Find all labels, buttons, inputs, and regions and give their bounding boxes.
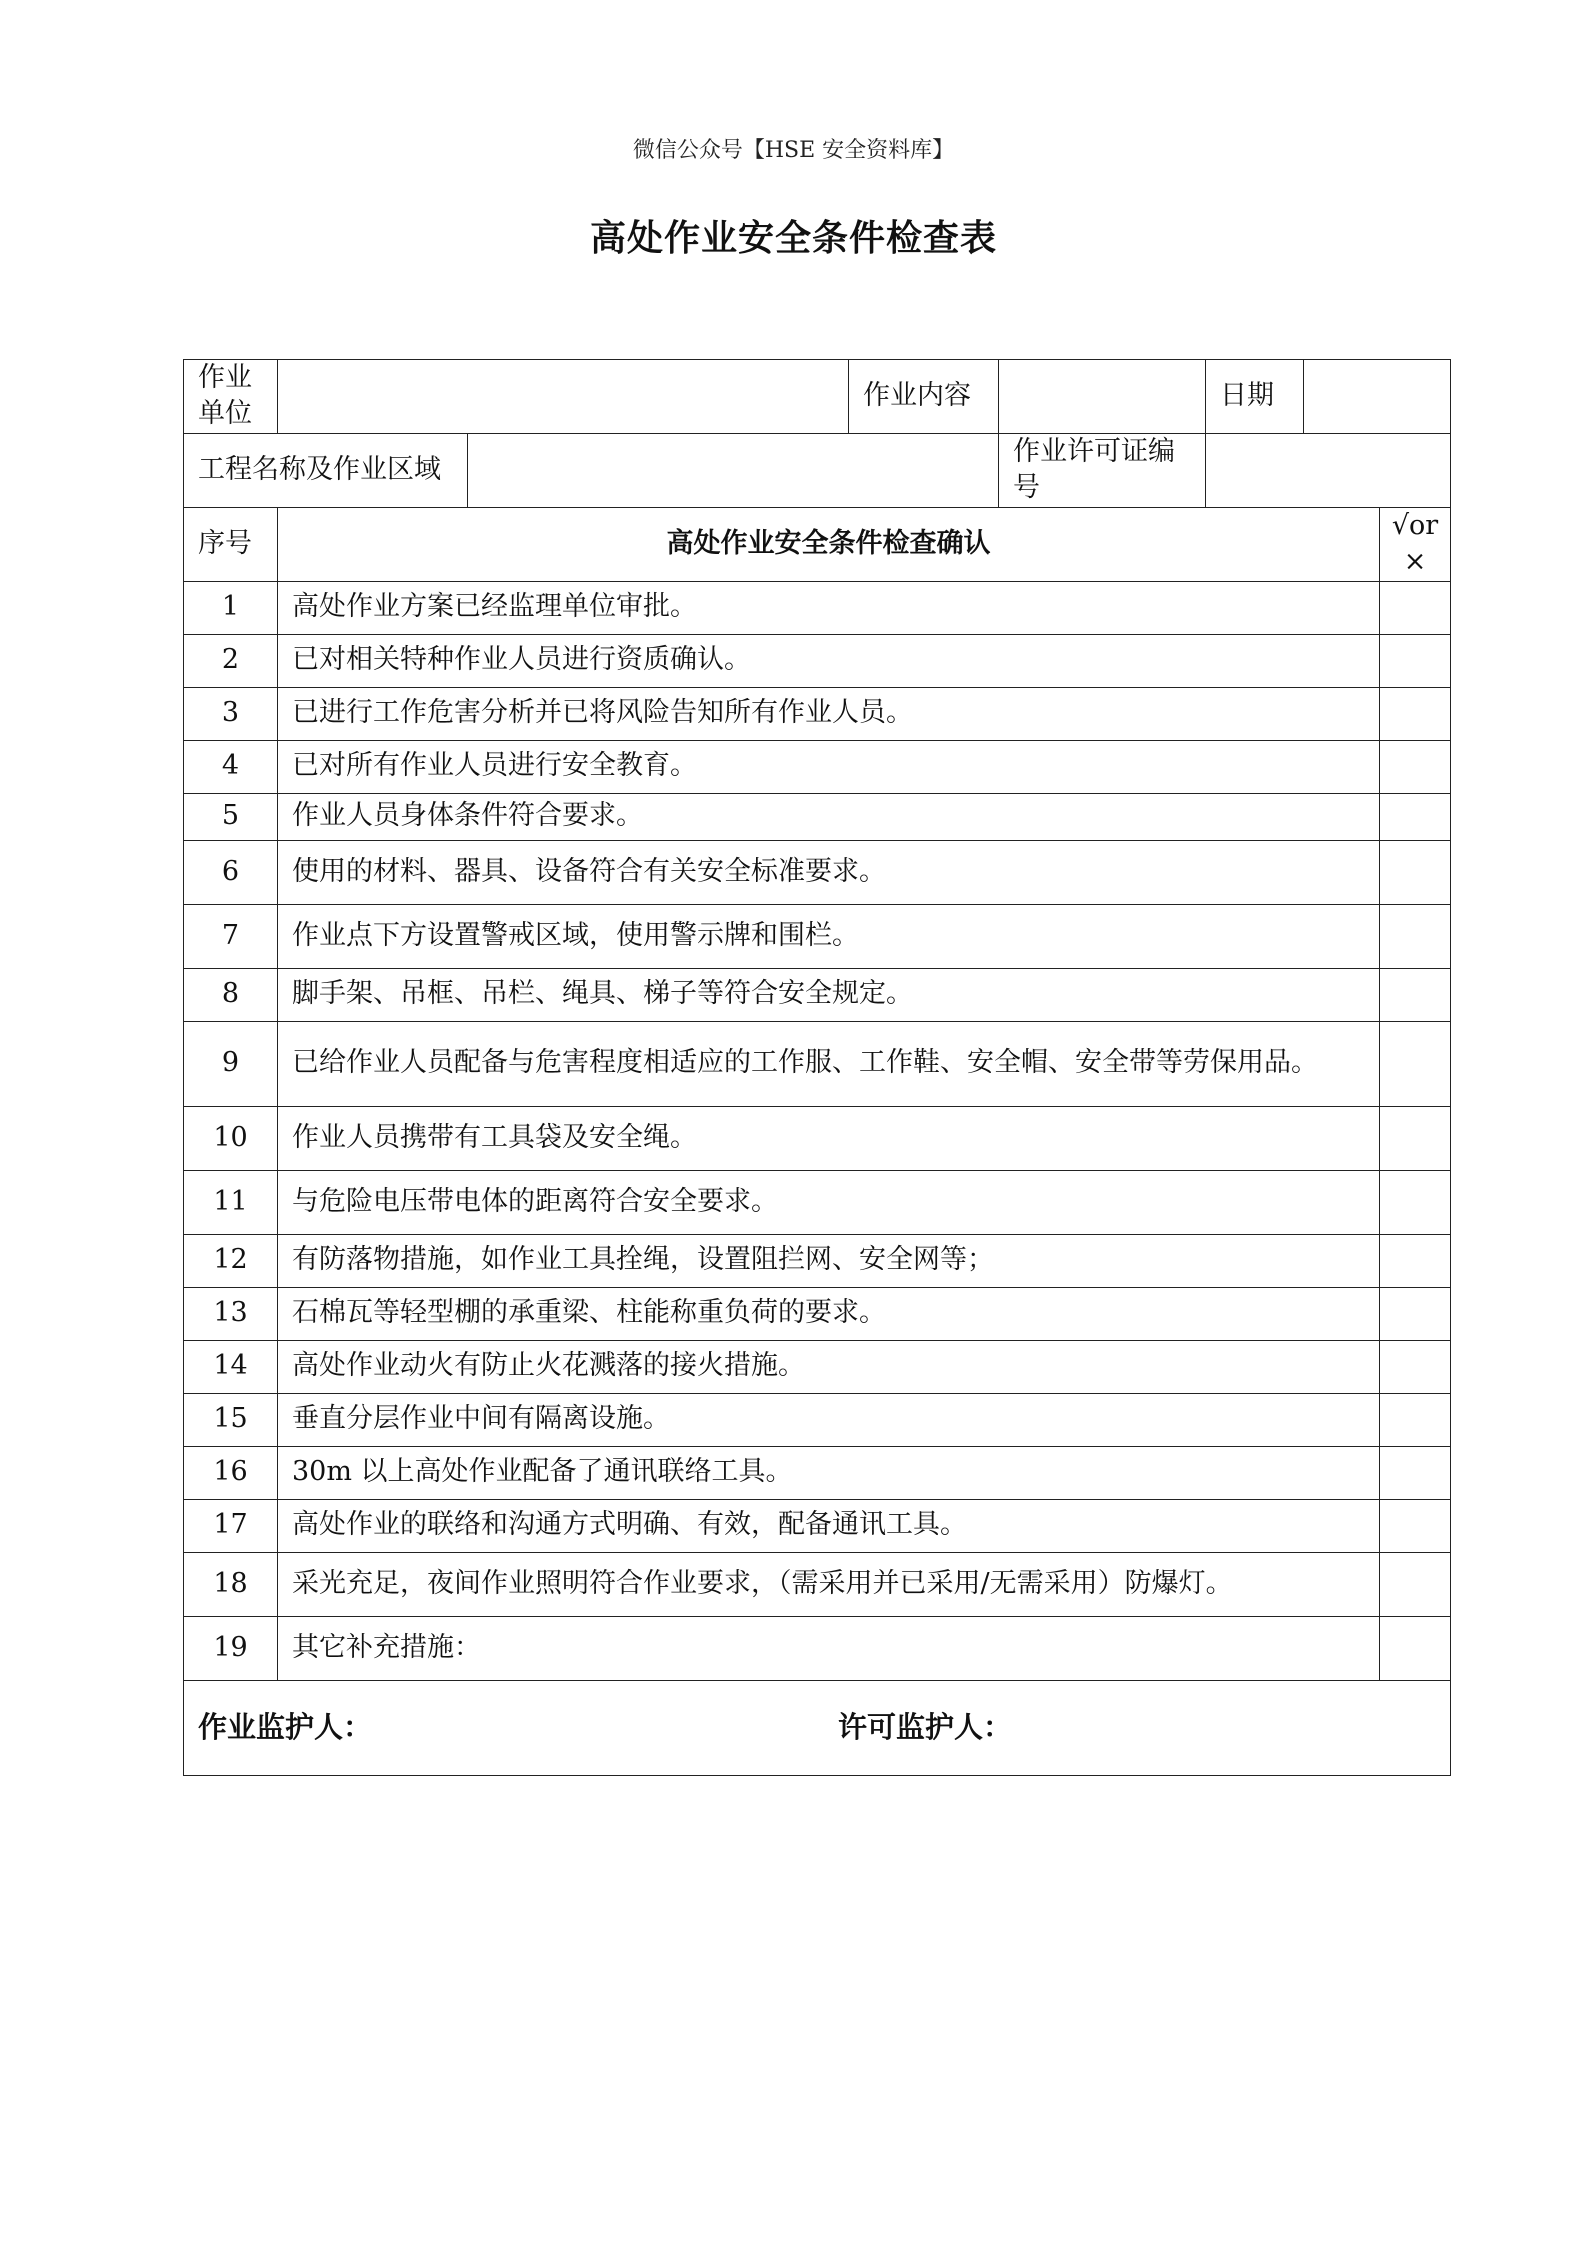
check-cell[interactable] [1380,1287,1451,1340]
item-text: 使用的材料、器具、设备符合有关安全标准要求。 [278,840,1380,904]
item-number: 1 [184,581,278,634]
check-cell[interactable] [1380,687,1451,740]
check-header: √or × [1380,507,1451,581]
header-note: 微信公众号【HSE 安全资料库】 [632,138,955,163]
item-number: 15 [184,1393,278,1446]
permit-field[interactable] [1206,433,1451,507]
item-number: 12 [184,1234,278,1287]
info-row-2 [184,433,1451,507]
item-number: 2 [184,634,278,687]
table-row [184,740,1451,793]
info-row-1 [184,360,1451,434]
check-cell[interactable] [1380,1170,1451,1234]
page-title: 高处作业安全条件检查表 [589,217,997,259]
item-text: 有防落物措施，如作业工具拴绳，设置阻拦网、安全网等； [278,1234,1380,1287]
item-text: 脚手架、吊框、吊栏、绳具、梯子等符合安全规定。 [278,968,1380,1021]
check-cell[interactable] [1380,1393,1451,1446]
item-number: 10 [184,1106,278,1170]
inspection-table [183,359,1451,1776]
table-row [184,1616,1451,1680]
table-row [184,1287,1451,1340]
project-field[interactable] [468,433,999,507]
table-row [184,1021,1451,1106]
table-row [184,1499,1451,1552]
item-number: 9 [184,1021,278,1106]
table-row [184,1340,1451,1393]
item-number: 13 [184,1287,278,1340]
check-cell[interactable] [1380,1234,1451,1287]
check-cell[interactable] [1380,634,1451,687]
table-row [184,581,1451,634]
check-cell[interactable] [1380,904,1451,968]
table-row [184,1446,1451,1499]
item-text: 作业人员携带有工具袋及安全绳。 [278,1106,1380,1170]
table-row [184,904,1451,968]
table-header-row [184,507,1451,581]
item-number: 19 [184,1616,278,1680]
check-cell[interactable] [1380,1340,1451,1393]
item-number: 7 [184,904,278,968]
item-text: 已对相关特种作业人员进行资质确认。 [278,634,1380,687]
check-cell[interactable] [1380,1021,1451,1106]
table-row [184,968,1451,1021]
check-cell[interactable] [1380,840,1451,904]
item-text: 石棉瓦等轻型棚的承重梁、柱能称重负荷的要求。 [278,1287,1380,1340]
table-row [184,634,1451,687]
item-text: 高处作业的联络和沟通方式明确、有效，配备通讯工具。 [278,1499,1380,1552]
item-number: 5 [184,793,278,840]
check-cell[interactable] [1380,740,1451,793]
item-number: 18 [184,1552,278,1616]
item-header: 高处作业安全条件检查确认 [278,507,1380,581]
item-number: 8 [184,968,278,1021]
date-field[interactable] [1304,360,1451,434]
table-row [184,840,1451,904]
table-row [184,1234,1451,1287]
check-cell[interactable] [1380,793,1451,840]
permit-supervisor-label: 许可监护人： [838,1710,1013,1745]
table-row [184,1393,1451,1446]
permit-label: 作业许可证编号 [999,433,1206,507]
item-number: 4 [184,740,278,793]
check-cell[interactable] [1380,968,1451,1021]
item-text: 其它补充措施： [278,1616,1380,1680]
check-cell[interactable] [1380,1499,1451,1552]
table-row [184,1106,1451,1170]
content-label: 作业内容 [849,360,999,434]
item-text: 高处作业方案已经监理单位审批。 [278,581,1380,634]
table-row [184,1170,1451,1234]
no-header: 序号 [184,507,278,581]
check-cell[interactable] [1380,1446,1451,1499]
supervisor-label: 作业监护人： [198,1710,373,1745]
item-text: 已对所有作业人员进行安全教育。 [278,740,1380,793]
check-cell[interactable] [1380,1106,1451,1170]
content-field[interactable] [999,360,1206,434]
item-text: 垂直分层作业中间有隔离设施。 [278,1393,1380,1446]
table-row [184,1552,1451,1616]
project-label: 工程名称及作业区域 [184,433,468,507]
signature-cell [184,1680,1451,1775]
item-number: 11 [184,1170,278,1234]
check-cell[interactable] [1380,1552,1451,1616]
item-text: 已进行工作危害分析并已将风险告知所有作业人员。 [278,687,1380,740]
date-label: 日期 [1206,360,1304,434]
item-text: 高处作业动火有防止火花溅落的接火措施。 [278,1340,1380,1393]
item-text: 作业点下方设置警戒区域，使用警示牌和围栏。 [278,904,1380,968]
table-row [184,687,1451,740]
item-text: 作业人员身体条件符合要求。 [278,793,1380,840]
check-cell[interactable] [1380,1616,1451,1680]
table-row [184,793,1451,840]
check-cell[interactable] [1380,581,1451,634]
unit-label: 作业单位 [184,360,278,434]
item-text: 30m 以上高处作业配备了通讯联络工具。 [278,1446,1380,1499]
item-number: 6 [184,840,278,904]
item-text: 已给作业人员配备与危害程度相适应的工作服、工作鞋、安全帽、安全带等劳保用品。 [278,1021,1380,1106]
item-text: 采光充足，夜间作业照明符合作业要求，（需采用并已采用/无需采用）防爆灯。 [278,1552,1380,1616]
item-number: 3 [184,687,278,740]
item-text: 与危险电压带电体的距离符合安全要求。 [278,1170,1380,1234]
item-number: 17 [184,1499,278,1552]
unit-field[interactable] [278,360,849,434]
item-number: 14 [184,1340,278,1393]
signature-row [184,1680,1451,1775]
item-number: 16 [184,1446,278,1499]
